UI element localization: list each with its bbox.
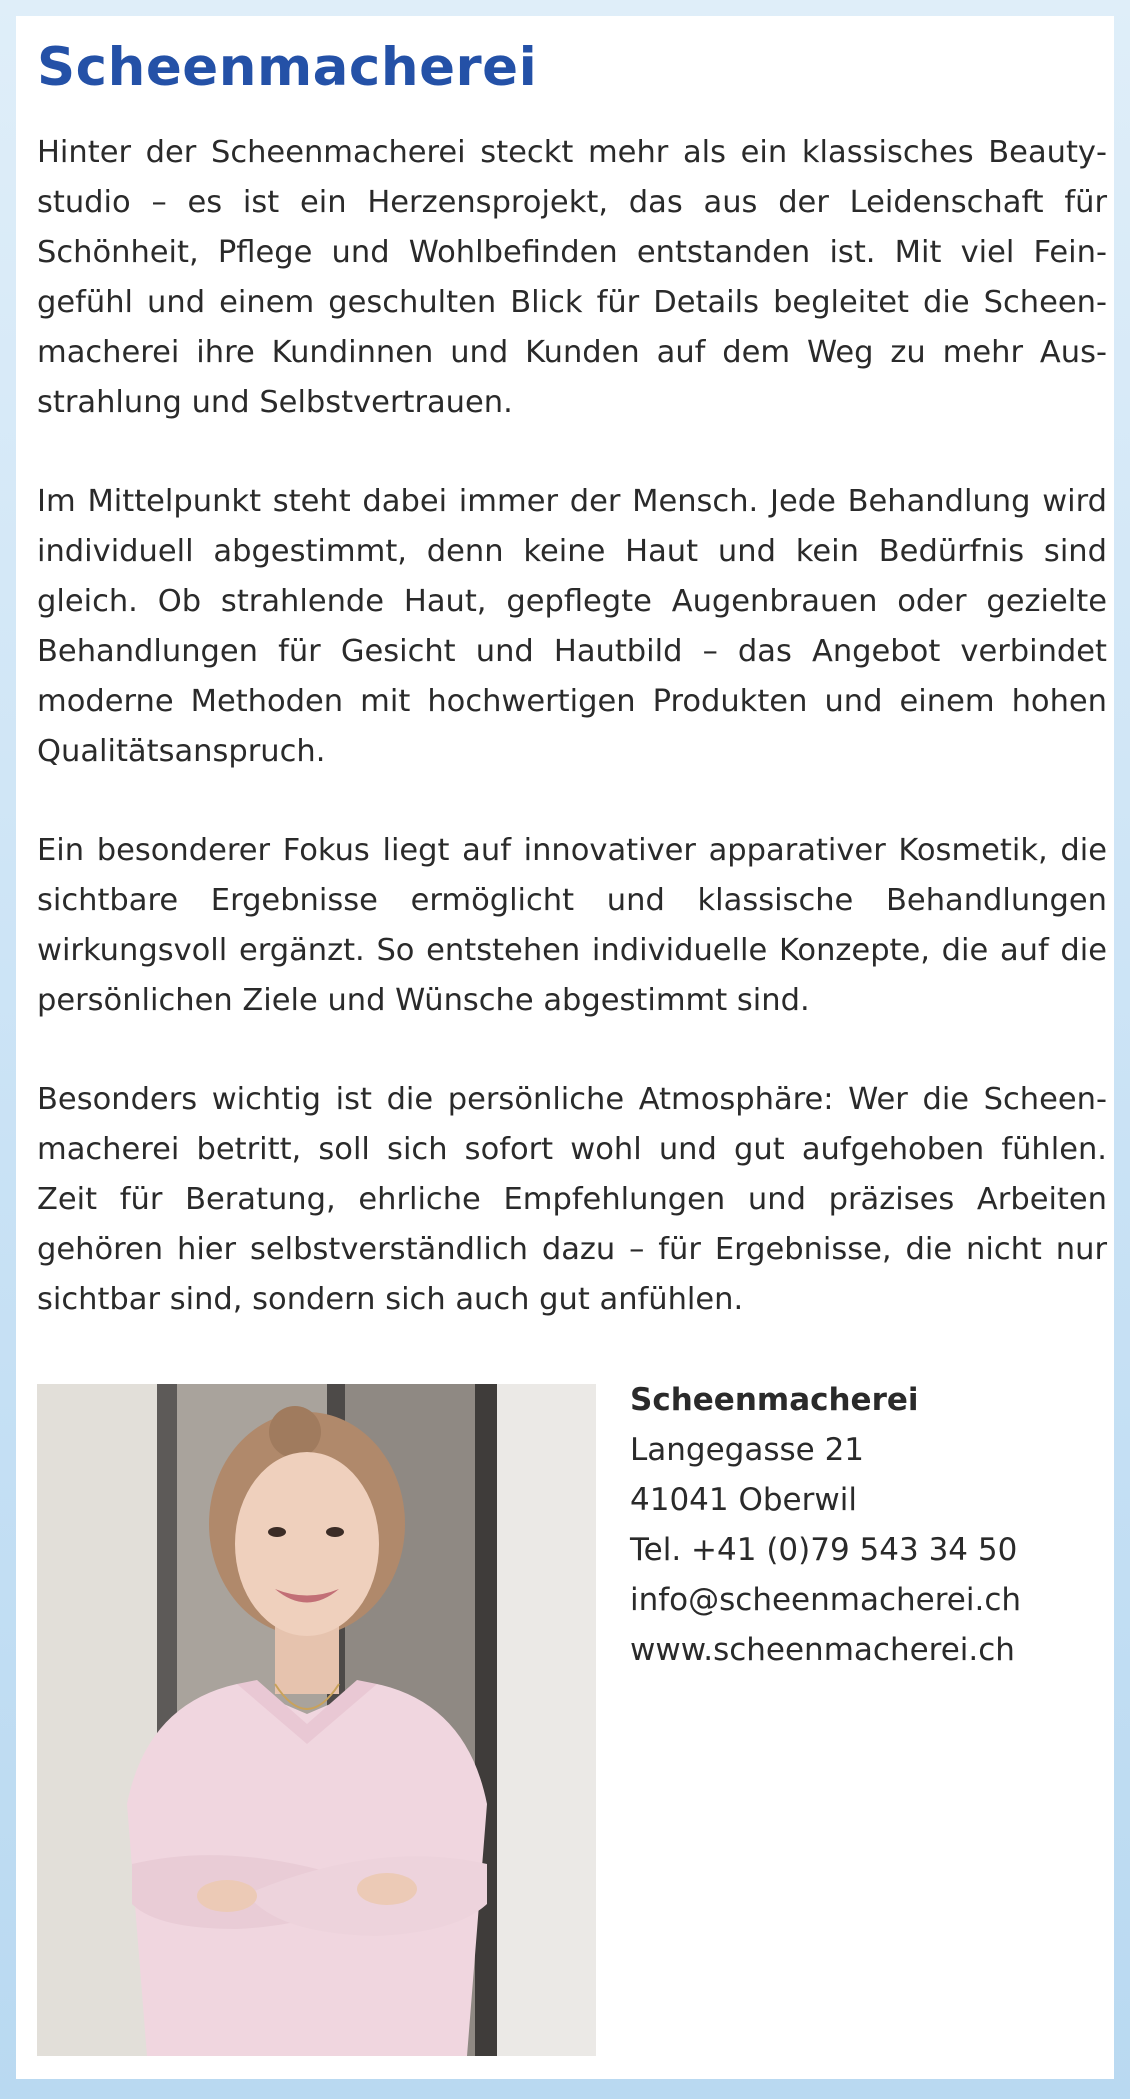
contact-email[interactable]: info@scheenmacherei.ch [630, 1582, 1022, 1618]
portrait-illustration [37, 1384, 596, 2056]
article-card [16, 16, 1114, 2079]
contact-city: 41041 Oberwil [630, 1482, 857, 1518]
contact-website[interactable]: www.scheenmacherei.ch [630, 1632, 1015, 1668]
paragraph-atmosphere: Besonders wichtig ist die persönliche Atmosphäre: Wer die Scheenmacherei betritt, soll sich sofort wohl und gut aufgehoben fühlen. Zeit für Beratung, ehrliche Empfehlungen und präzises Arbeiten gehören hier selbstverständlich dazu – für Ergebnisse, die nicht nur sichtbar sind, sondern sich auch gut anfühlen. [37, 1082, 1107, 1317]
article-body [37, 128, 1107, 1374]
contact-street: Langegasse 21 [630, 1432, 865, 1468]
owner-portrait-photo [37, 1384, 596, 2056]
paragraph-intro: Hinter der Scheenmacherei steckt mehr als ein klassisches Beautystudio – es ist ein Herzensprojekt, das aus der Leidenschaft für Schönheit, Pflege und Wohlbefinden entstanden ist. Mit viel Feingefühl und einem geschulten Blick für Details begleitet die Scheenmacherei ihre Kundinnen und Kunden auf dem Weg zu mehr Ausstrahlung und Selbstvertrauen. [37, 135, 1107, 420]
contact-phone[interactable]: Tel. +41 (0)79 543 34 50 [630, 1532, 1018, 1568]
paragraph-apparative-cosmetics: Ein besonderer Fokus liegt auf innovativer apparativer Kosmetik, die sichtbare Ergebnisse ermöglicht und klassische Behandlungen wirkungsvoll ergänzt. So entstehen individuelle Konzepte, die auf die persönlichen Ziele und Wünsche abgestimmt sind. [37, 833, 1107, 1018]
article-title: Scheenmacherei [37, 37, 538, 98]
paragraph-focus-person: Im Mittelpunkt steht dabei immer der Mensch. Jede Behandlung wird individuell abgestimmt, denn keine Haut und kein Bedürfnis sind gleich. Ob strahlende Haut, gepflegte Augenbrauen oder gezielte Behandlungen für Gesicht und Hautbild – das Angebot verbindet moderne Methoden mit hochwertigen Produkten und einem hohen Qualitätsanspruch. [37, 484, 1107, 769]
contact-company-name: Scheenmacherei [630, 1382, 919, 1418]
contact-block [630, 1375, 1100, 1675]
